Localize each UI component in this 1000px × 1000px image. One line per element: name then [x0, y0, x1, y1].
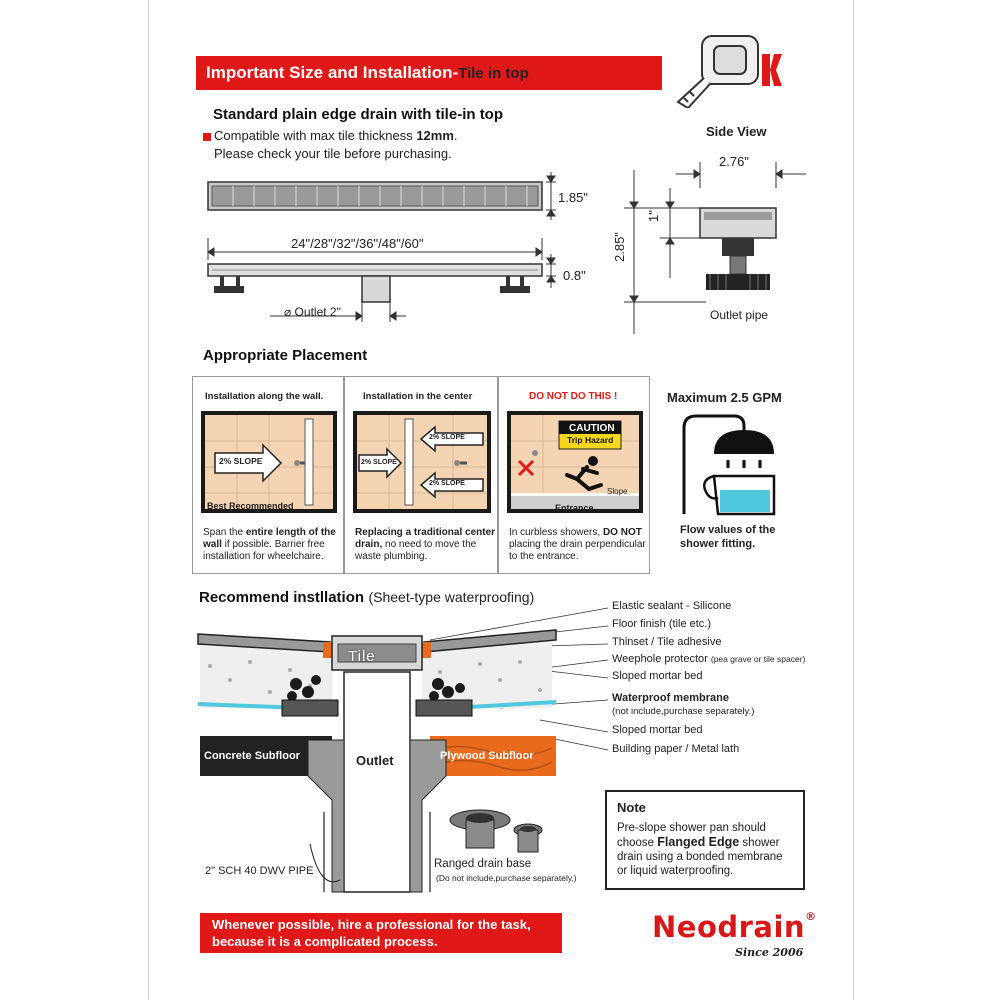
trip-hazard-label: Trip Hazard [567, 435, 614, 445]
header-banner [196, 56, 662, 90]
banner-title: Important Size and Installation- [206, 63, 459, 82]
layer-label: Weephole protector (pea grave or tile spacer) [612, 653, 806, 665]
registered-mark: ® [805, 910, 817, 923]
layer-label-note: (not include,purchase separately.) [612, 706, 755, 717]
panel-title: Installation along the wall. [205, 391, 324, 402]
brand-name: Neodrain [652, 910, 806, 944]
lengths-label: 24"/28"/32"/36"/48"/60" [291, 236, 424, 251]
height-side-label: 0.8" [563, 268, 586, 283]
outlet-label: ⌀ Outlet 2" [284, 305, 341, 319]
warning-line-2: because it is a complicated process. [212, 934, 438, 949]
gpm-title: Maximum 2.5 GPM [667, 390, 782, 405]
layer-label: Sloped mortar bed [612, 724, 703, 736]
layer-label: Floor finish (tile etc.) [612, 618, 712, 630]
side-total-label: 2.85" [612, 232, 627, 262]
bullet-icon [203, 133, 211, 141]
slope-label-left: 2% SLOPE [361, 459, 397, 466]
note-box [605, 790, 805, 890]
panel-do-not [498, 376, 650, 574]
panel-description: In curbless showers, DO NOT placing the drain perpendicular to the entrance. [509, 527, 646, 562]
compat-line [214, 128, 458, 143]
brand-logo [652, 910, 817, 944]
outlet-pipe-label: Outlet pipe [710, 308, 769, 322]
height-top-label: 1.85" [558, 190, 588, 205]
slope-label-top: 2% SLOPE [429, 434, 465, 441]
drain-title: Standard plain edge drain with tile-in top [213, 106, 504, 123]
tape-measure-icon [670, 18, 800, 108]
compat-value: 12mm [416, 128, 454, 143]
caution-label: CAUTION [569, 423, 615, 434]
side-width-label: 2.76" [719, 154, 749, 169]
compat-suffix: . [453, 128, 458, 143]
outlet-pipe-title: Outlet [356, 753, 394, 768]
pipe-label: 2" SCH 40 DWV PIPE [205, 865, 314, 877]
flanged-drain-base-icon [450, 810, 542, 852]
note-title: Note [617, 800, 646, 815]
concrete-subfloor-label: Concrete Subfloor [204, 750, 300, 762]
brand-since: Since 2006 [735, 946, 804, 959]
plywood-subfloor-label: Plywood Subfloor [440, 750, 534, 762]
tile-label: Tile [348, 648, 376, 665]
panel-center [344, 376, 498, 574]
panel-description: Span the entire length of the wall if possible. Barrier free installation for wheelchaire. [203, 527, 336, 562]
install-title: Recommend instllation [199, 589, 365, 606]
drain-base-label: Ranged drain base [434, 858, 532, 870]
layer-label: Sloped mortar bed [612, 670, 703, 682]
panel-description: Replacing a traditional center drain, no need to move the waste plumbing. [355, 527, 496, 562]
drain-top-view [208, 172, 556, 220]
panel-title: DO NOT DO THIS ! [529, 391, 618, 402]
install-subtitle: (Sheet-type waterproofing) [368, 589, 535, 605]
layer-label: Building paper / Metal lath [612, 743, 740, 755]
warning-line-1: Whenever possible, hire a professional for the task, [212, 917, 531, 932]
slope-label-bottom: 2% SLOPE [429, 480, 465, 487]
slope-label: Slope [607, 487, 628, 496]
side-view-title: Side View [706, 124, 767, 139]
layer-label: Elastic sealant - Silicone [612, 600, 732, 612]
check-line: Please check your tile before purchasing. [214, 146, 452, 161]
best-recommended-badge: Best Recommended [207, 501, 294, 511]
placement-title: Appropriate Placement [203, 347, 368, 364]
side-inner-label: 1" [646, 210, 661, 222]
entrance-label: Entrance [555, 503, 594, 513]
layer-label: Thinset / Tile adhesive [612, 636, 722, 648]
panel-title: Installation in the center [363, 391, 473, 402]
panel-along-wall [192, 376, 344, 574]
professional-warning [200, 913, 562, 953]
shower-head-icon [676, 410, 796, 520]
compat-prefix: Compatible with max tile thickness [214, 128, 417, 143]
slope-label: 2% SLOPE [219, 456, 263, 466]
drain-base-note: (Do not include,purchase separately.) [436, 873, 577, 883]
gpm-caption: Flow values of the shower fitting. [680, 524, 776, 550]
note-text: Pre-slope shower pan should choose Flanged Edge shower drain using a bonded membrane or liquid waterproofing. [617, 822, 783, 877]
layer-label: Waterproof membrane [612, 692, 729, 704]
banner-suffix: Tile in top [458, 65, 529, 82]
